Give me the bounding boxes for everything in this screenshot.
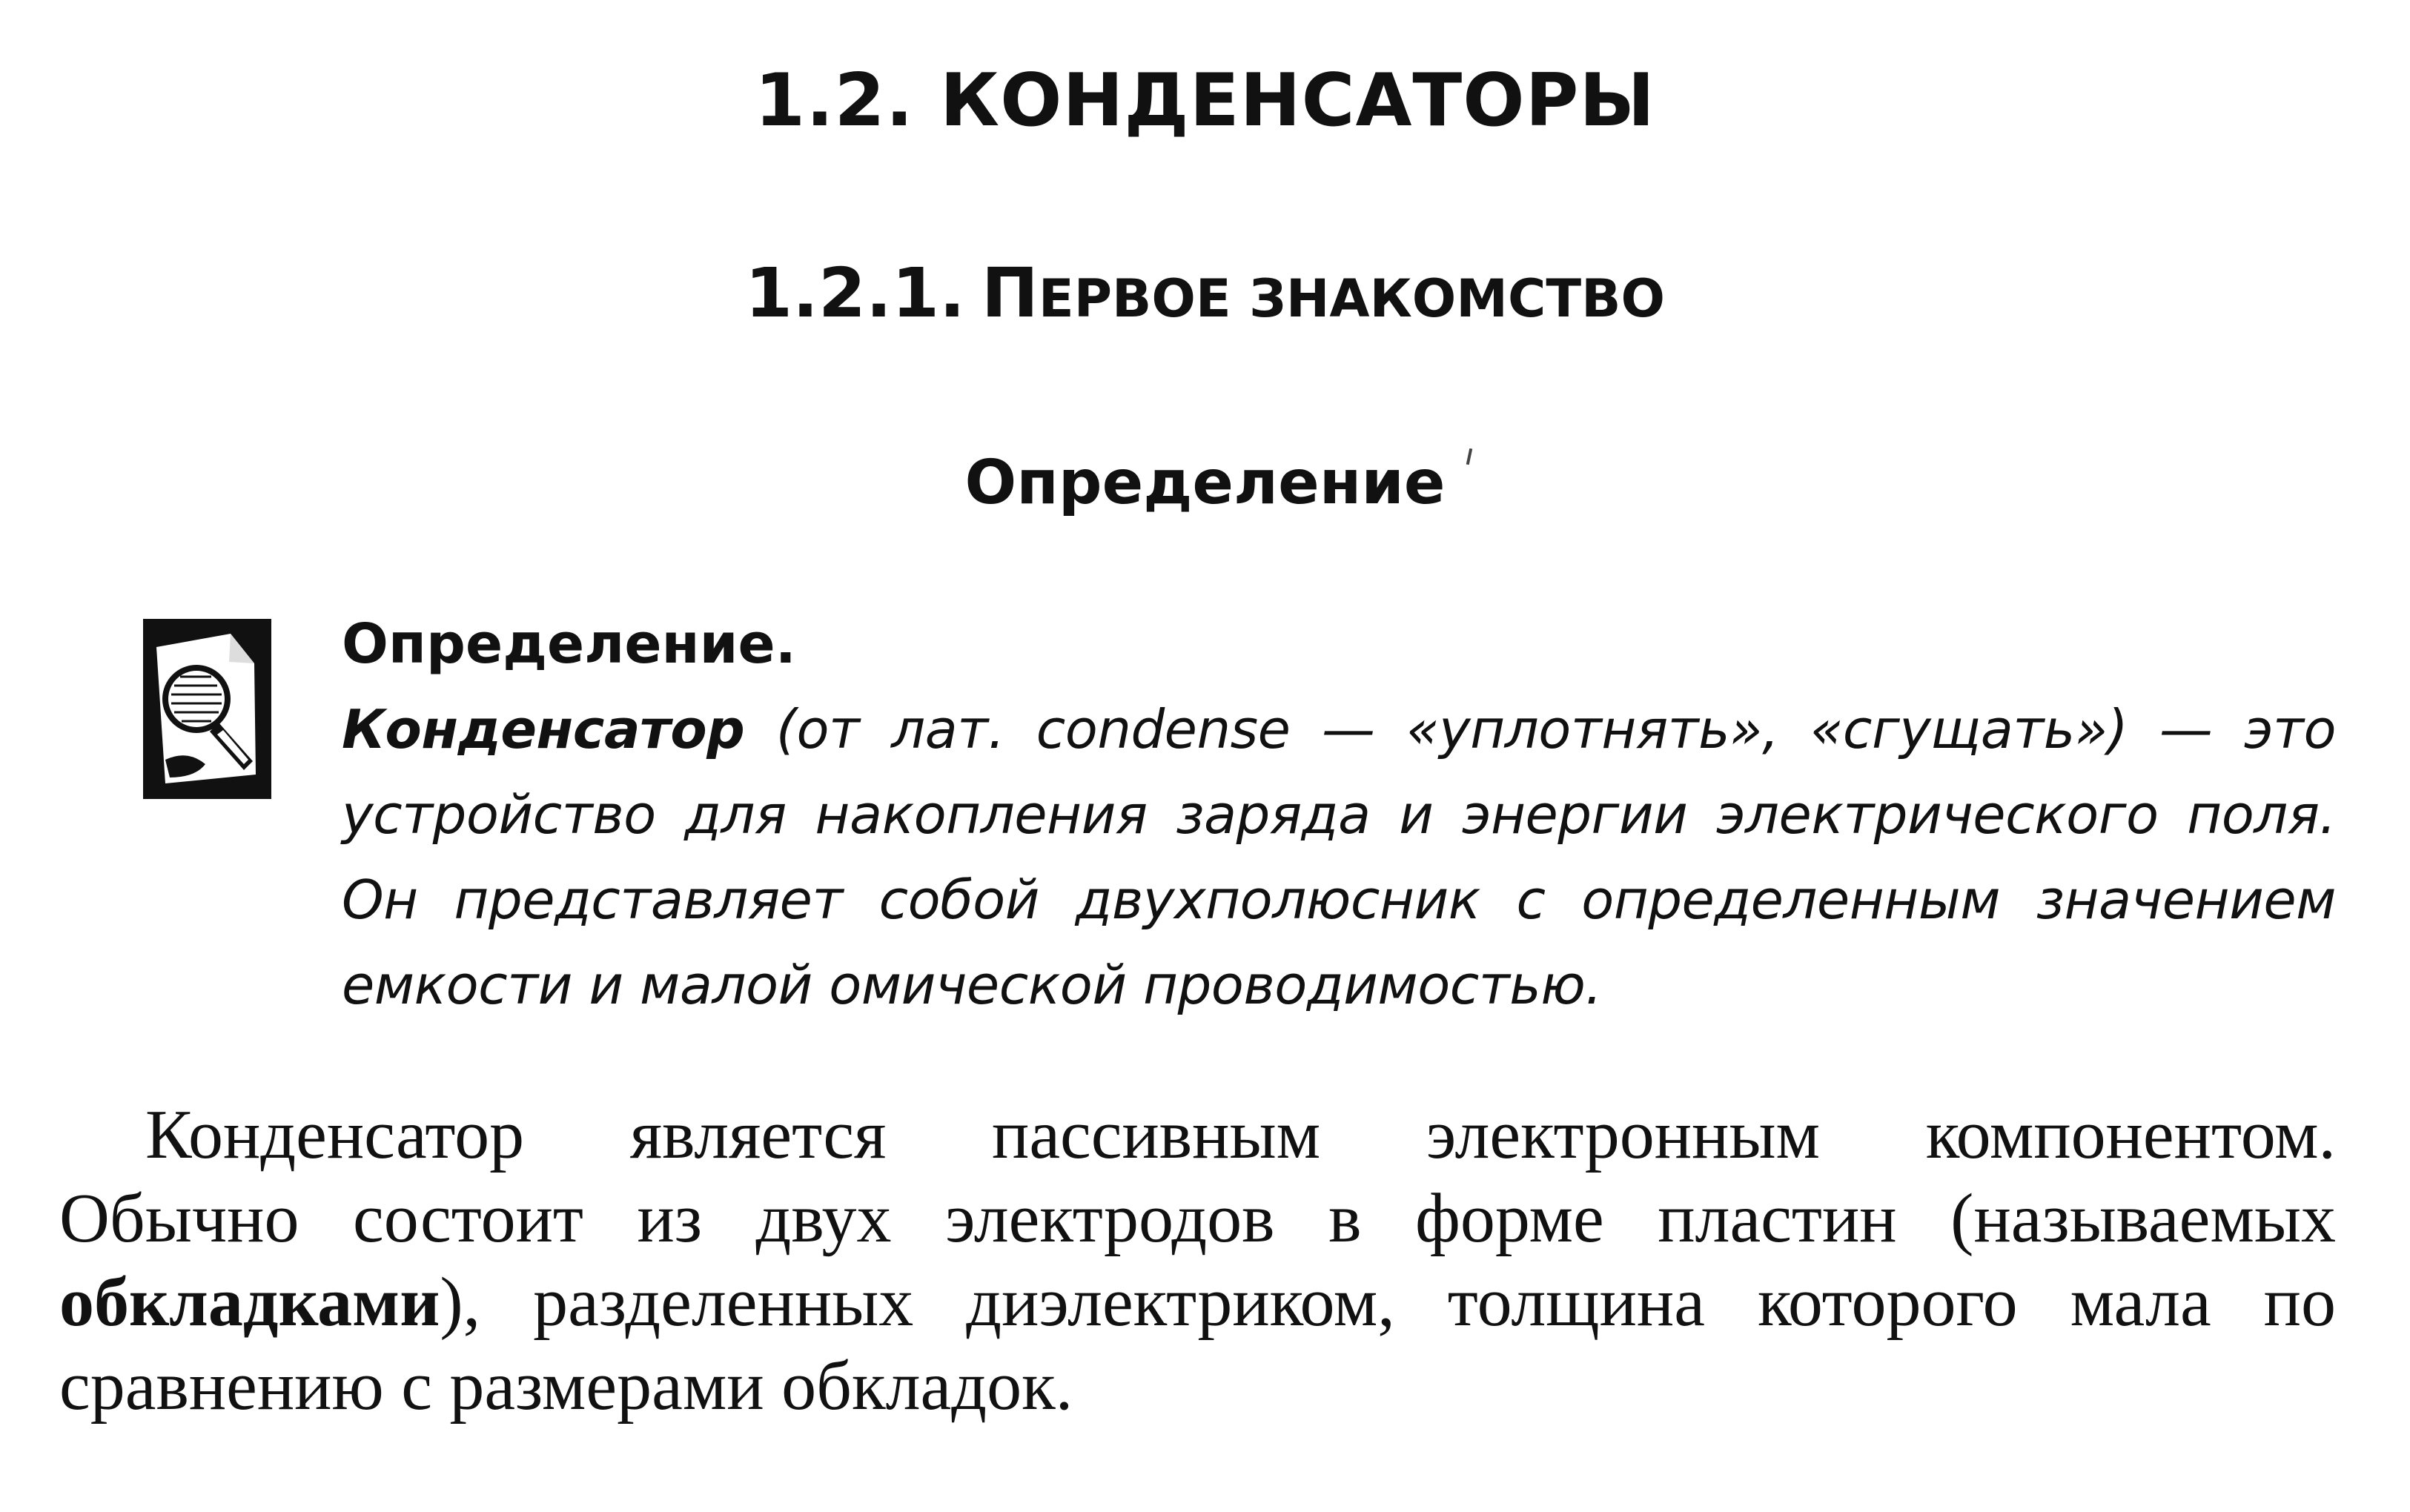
definition-heading: Определение <box>964 448 1446 518</box>
paragraph-line-4: сравнению с размерами обкладок. <box>59 1347 1073 1425</box>
definition-box <box>342 602 2336 1028</box>
body-paragraph <box>59 1093 2336 1428</box>
definition-text <box>342 687 2336 1028</box>
subsection-title <box>0 251 2410 342</box>
paragraph-line-1: Конденсатор является пассивным электронным компонентом. <box>145 1096 2336 1173</box>
paragraph-bold-term: обкладками <box>59 1264 440 1341</box>
magnifier-icon <box>143 619 271 799</box>
definition-term: Конденсатор <box>342 698 745 760</box>
paragraph-line-3 <box>59 1261 2336 1344</box>
definition-line-4: емкости и малой омической проводимостью. <box>342 954 1602 1016</box>
definition-label: Определение. <box>342 612 796 676</box>
definition-line-3: Он представляет собой двухполюсник с определенным значением <box>342 869 2336 931</box>
paragraph-line-2: Обычно состоит из двух электродов в форме пластин (называемых <box>59 1180 2336 1257</box>
paragraph-line-3-rest: ), разделенных диэлектриком, толщина которого мала по <box>440 1264 2336 1341</box>
definition-line-2: устройство для накопления заряда и энергии электрического поля. <box>342 783 2336 846</box>
section-title: 1.2. КОНДЕНСАТОРЫ <box>755 59 1655 143</box>
subsection-title-initial: П <box>981 253 1039 333</box>
definition-line-1-rest: (от лат. condense — «уплотнять», «сгущать») — это <box>744 698 2336 760</box>
subsection-number: 1.2.1. <box>745 253 965 333</box>
subsection-title-rest: ЕРВОЕ ЗНАКОМСТВО <box>1038 268 1665 329</box>
definition-line-1 <box>342 687 2336 772</box>
